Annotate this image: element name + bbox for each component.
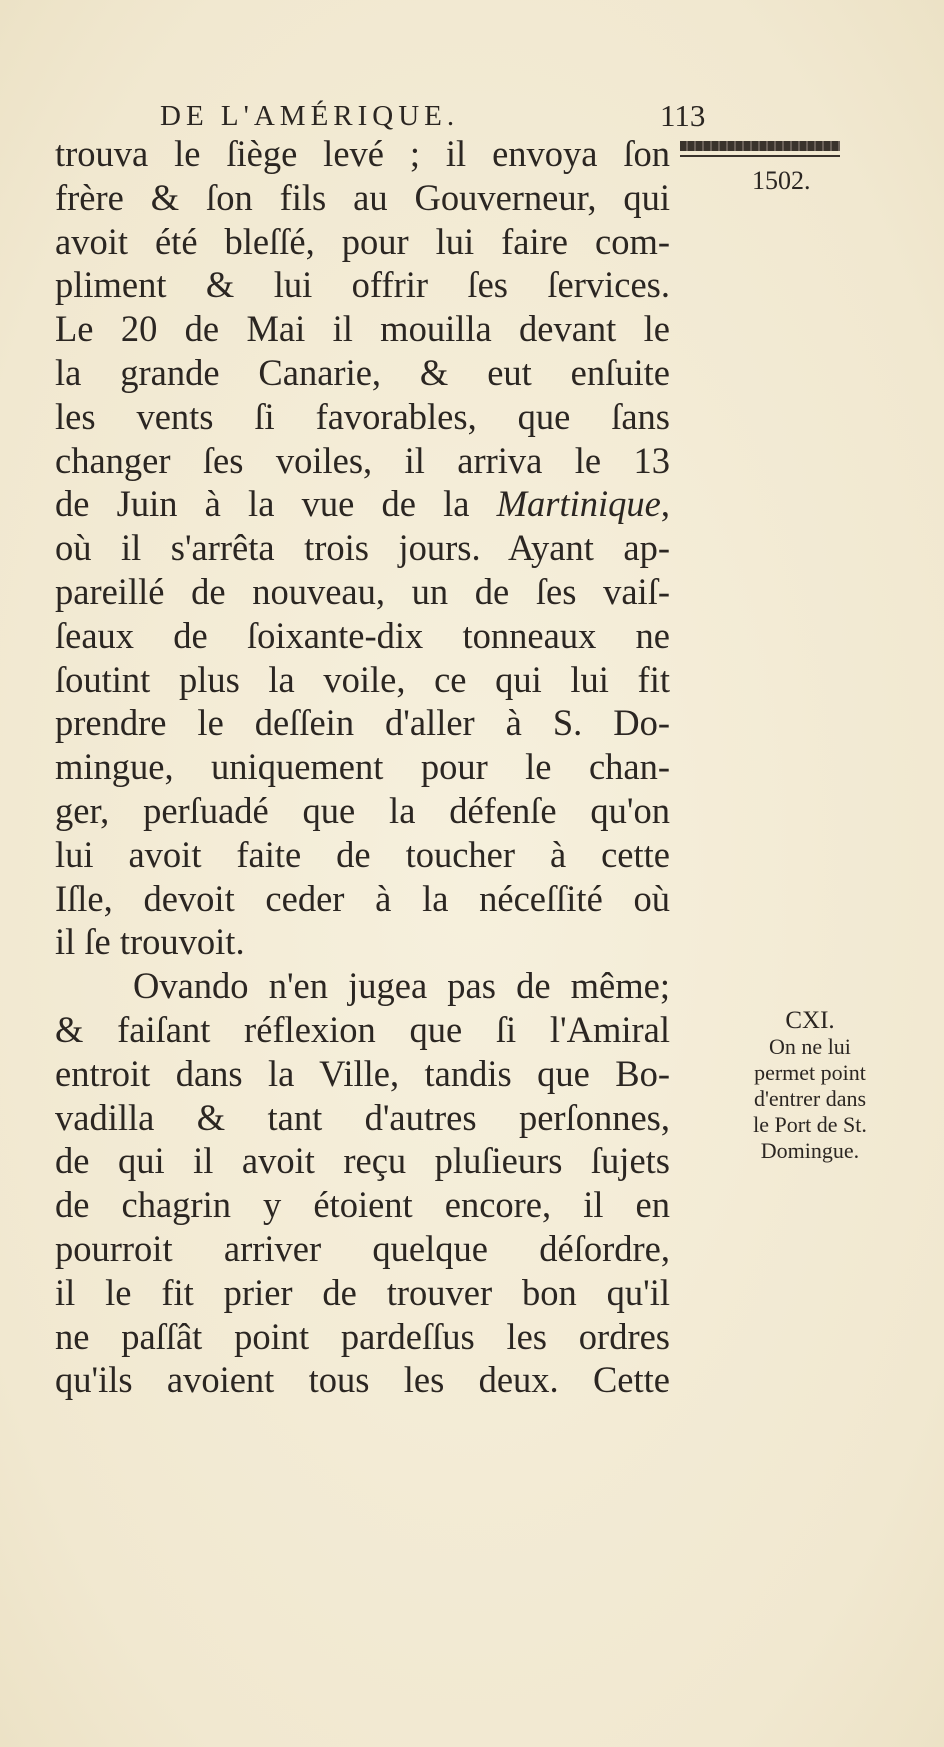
text-line: qu'ils avoient tous les deux. Cette bbox=[55, 1359, 670, 1401]
text-line: pareillé de nouveau, un de ſes vaiſ- bbox=[55, 570, 670, 612]
margin-note-line: d'entrer dans bbox=[753, 1086, 867, 1111]
text-line: vadilla & tant d'autres perſonnes, bbox=[55, 1096, 670, 1138]
text-line: & faiſant réflexion que ſi l'Amiral bbox=[55, 1008, 670, 1050]
text-segment: , bbox=[660, 483, 670, 525]
text-line bbox=[55, 482, 670, 526]
text-line: prendre le deſſein d'aller à S. Do- bbox=[55, 702, 670, 744]
ornamental-rule bbox=[680, 141, 840, 151]
text-line: ſeaux de ſoixante-dix tonneaux ne bbox=[55, 614, 670, 656]
text-line: mingue, uniquement pour le chan- bbox=[55, 746, 670, 788]
text-line: avoit été bleſſé, pour lui faire com- bbox=[55, 220, 670, 262]
margin-note bbox=[700, 1008, 920, 1164]
margin-year: 1502. bbox=[752, 166, 811, 195]
text-line: de chagrin y étoient encore, il en bbox=[55, 1184, 670, 1226]
text-line: pourroit arriver quelque déſordre, bbox=[55, 1227, 670, 1269]
text-line: Le 20 de Mai il mouilla devant le bbox=[55, 308, 670, 350]
page-number: 113 bbox=[660, 98, 706, 133]
rule-line bbox=[680, 155, 840, 157]
place-name-italic: Martinique bbox=[496, 483, 661, 525]
text-line: ger, perſuadé que la défenſe qu'on bbox=[55, 789, 670, 831]
text-line: trouva le ſiège levé ; il envoya ſon bbox=[55, 133, 670, 174]
text-line: ne paſſât point pardeſſus les ordres bbox=[55, 1315, 670, 1357]
text-line: pliment & lui offrir ſes ſervices. bbox=[55, 264, 670, 306]
text-line: Iſle, devoit ceder à la néceſſité où bbox=[55, 877, 670, 919]
text-line: de qui il avoit reçu pluſieurs ſujets bbox=[55, 1140, 670, 1182]
text-line: entroit dans la Ville, tandis que Bo- bbox=[55, 1052, 670, 1094]
text-line: Ovando n'en jugea pas de même; bbox=[133, 965, 670, 1007]
margin-note-line: le Port de St. bbox=[753, 1112, 867, 1137]
running-header: DE L'AMÉRIQUE. bbox=[160, 100, 460, 132]
text-line: frère & ſon fils au Gouverneur, qui bbox=[55, 176, 670, 218]
text-segment: de Juin à la vue de la bbox=[55, 483, 497, 525]
text-line: la grande Canarie, & eut enſuite bbox=[55, 351, 670, 393]
margin-note-line: On ne lui bbox=[769, 1034, 851, 1059]
text-line: ſoutint plus la voile, ce qui lui fit bbox=[55, 658, 670, 700]
text-line: il le fit prier de trouver bon qu'il bbox=[55, 1271, 670, 1313]
margin-note-line: Domingue. bbox=[760, 1138, 860, 1163]
margin-note-line: permet point bbox=[754, 1060, 866, 1085]
text-line: lui avoit faite de toucher à cette bbox=[55, 833, 670, 875]
text-line: changer ſes voiles, il arriva le 13 bbox=[55, 439, 670, 481]
text-line: il ſe trouvoit. bbox=[55, 921, 245, 963]
body-text bbox=[55, 132, 670, 1402]
text-line: où il s'arrêta trois jours. Ayant ap- bbox=[55, 527, 670, 569]
text-line: les vents ſi favorables, que ſans bbox=[55, 395, 670, 437]
margin-note-number: CXI. bbox=[785, 1007, 835, 1034]
